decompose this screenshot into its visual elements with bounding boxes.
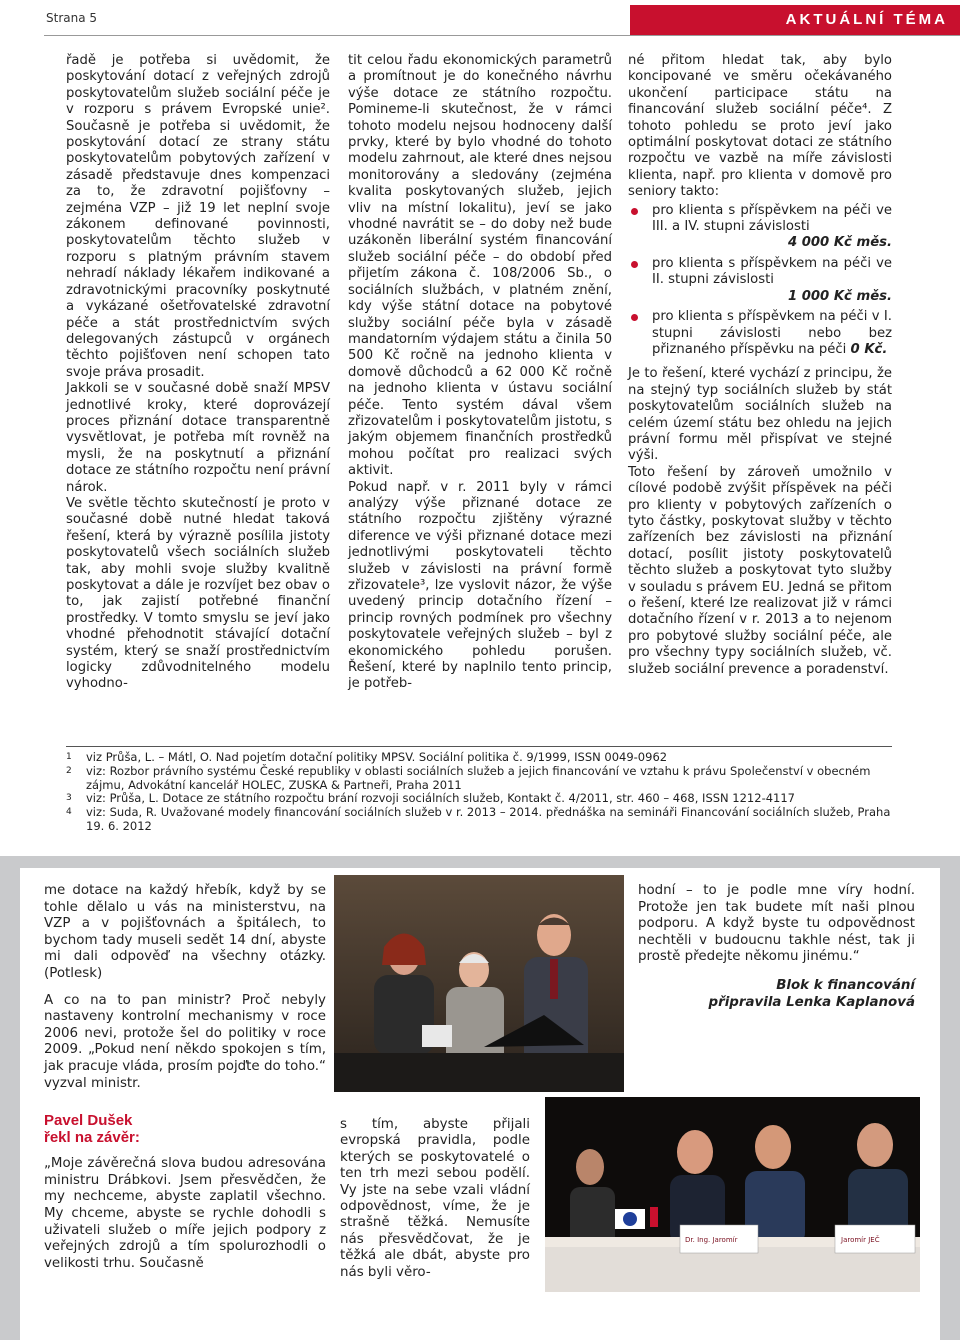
amount: 0 Kč. <box>850 341 888 357</box>
article-column-1 <box>66 53 330 693</box>
conference-photo-1 <box>334 875 624 1092</box>
footnote <box>66 765 892 793</box>
name-card-text: Dr. Ing. Jaromír <box>685 1236 738 1244</box>
paragraph: A co na to pan ministr? Proč nebyly nastaveny kontrolní mechanismy v roce 2006 nevi, protože šel do politiky v roce 2009. „Pokud není někdo spokojen s tím, jak pracuje vláda, prosím pojďte do toho.“ vyzval ministr. <box>44 992 326 1091</box>
bullet-list <box>628 203 892 359</box>
section-banner: AKTUÁLNÍ TÉMA <box>630 5 960 35</box>
footnote-number: 3 <box>66 793 72 804</box>
subheading: Pavel Dušek řekl na závěr: <box>44 1112 140 1147</box>
footnote <box>66 806 892 834</box>
footnote-text: viz: Suda, R. Uvažované modely financování sociálních služeb v r. 2013 – 2014. přednáška na semináři Financování sociálních služeb, Praha 19. 6. 2012 <box>86 805 891 833</box>
page-number: Strana 5 <box>46 11 98 25</box>
footnote-number: 1 <box>66 752 72 762</box>
list-item <box>628 256 892 305</box>
conference-photo-2 <box>545 1097 920 1292</box>
bottom-column-1 <box>44 883 326 1282</box>
article-column-2 <box>348 53 612 693</box>
paragraph: s tím, abyste přijali evropská pravidla, podle kterých se poskytovatelé o ten trh mezi sebou podělí. Vy jste na sebe vzali vládní odpovědnost, víme, že je strašně těžká. Nemusíte nás přesvědčovat, že je těžká ale dbát, abyste pro nás byli věro- <box>340 1117 530 1280</box>
paragraph: Pokud např. v r. 2011 byly v rámci analýzy výše přiznané dotace ze státního rozpočtu zjištěny výrazné diference ve výši přiznané dotace mezi jednotlivými poskytovateli těchto služeb v závislosti na právní formě zřizovatele³, lze vyslovit názor, že výše uvedený princip dotačního řízení – princip rovných podmínek pro všechny poskytovatele veřejných služeb – byl z ekonomického pohledu porušen. Řešení, které by naplnilo tento princip, je potřeb- <box>348 479 612 692</box>
footnotes <box>66 751 892 834</box>
footnote <box>66 751 892 765</box>
amount: 4 000 Kč měs. <box>787 235 892 251</box>
article-column-3 <box>628 53 892 678</box>
list-item <box>628 309 892 358</box>
list-item <box>628 203 892 252</box>
list-item-text: pro klienta s příspěvkem na péči ve III. a IV. stupni závislosti <box>652 202 892 235</box>
paragraph: tit celou řadu ekonomických parametrů a promítnout je do konečného návrhu výše dotace ze státního rozpočtu. Pomineme-li skutečnost, že v rámci tohoto modelu nejsou hodnoceny další prvky, které by bylo vhodné do tohoto modelu zahrnout, ale které dnes nejsou monitorovány a sledovány (zejména kvalita poskytovaných služeb, jejich vliv na místní lokalitu), jeví se jako vhodné navrátit se – do doby než bude uzákoněn liberální systém financování služeb sociální péče – do období před přijetím zákona č. 108/2006 Sb., o sociálních službách, v platném znění, kdy výše státní dotace na pobytové služby sociální péče byla v zásadě mandatorním výdajem státu a činila 50 500 Kč ročně na jednoho klienta v domově důchodců a 62 000 Kč ročně na jednoho klienta v ústavu sociální péče. Tento systém dával všem zřizovatelům i poskytovatelům jistotu, s jakým objemem finančních prostředků mohou počítat pro realizaci svých aktivit. <box>348 53 612 479</box>
paragraph: Ve světle těchto skutečností je proto v současné době nutné hledat taková řešení, která by výrazně posílila jistoty poskytovatelů všech sociálních služeb tak, aby mohli svoje služby kvalitně poskytovat a dále je rozvíjet bez obav o to, jak zajistí potřebné finanční prostředky. V tomto smyslu se jeví jako vhodné přehodnotit stávající dotační systém, který se snaží prostřednictvím logicky zdůvodnitelného modelu vyhodno- <box>66 495 330 692</box>
name-card-text: Jaromír JEČ <box>841 1236 880 1244</box>
paragraph: „Moje závěrečná slova budou adresována ministru Drábkovi. Jsem přesvědčen, že my nechceme, abyste zaplatil všechno. My chceme, abyste se rychle dohodli s uživateli služeb o míře jejich podpory z veřejných zdrojů a tím spolurozhodli o velikosti trhu. Současně <box>44 1156 326 1271</box>
paragraph: Jakkoli se v současné době snaží MPSV jednotlivé kroky, které doprovázejí proces přiznání dotace transparentně vysvětlovat, je potřeba mít rovněž na mysli, že na poskytnutí a přiznání dotace ze státního rozpočtu není právní nárok. <box>66 381 330 495</box>
header-rule <box>44 35 960 36</box>
paragraph: Toto řešení by zároveň umožnilo v cílové podobě zvýšit příspěvek na péči pro klienty v pobytových zařízeních o tyto částky, poskytovat služby v těchto zařízeních bez závislosti na přiznání dotací, posílit jistoty poskytovatelů těchto služeb a poskytovat tyto služby v souladu s právem EU. Jedná se přitom o řešení, které lze realizovat již v rámci dotačního řízení v r. 2013 a to nejenom pro pobytové služby sociální péče, ale pro všechny typy sociálních služeb, vč. služeb sociální prevence a poradenství. <box>628 464 892 677</box>
footnote-rule <box>66 746 892 747</box>
paragraph: řadě je potřeba si uvědomit, že poskytování dotací z veřejných zdrojů poskytovatelům služeb sociální péče je v rozporu s právem Evropské unie². Současně je potřeba si uvědomit, že poskytování dotací ze strany státu poskytovatelům pobytových zařízení v zásadě představuje dnes kompenzaci za to, že zdravotní pojišťovny – zejména VZP – již 19 let neplní svoje zákonem definované povinnosti, poskytovatelům těchto služeb v rozporu s platným právním stavem nehradí náklady lékařem indikované a zdravotnickými pracovníky poskytnuté a vykázané ošetřovatelské zdravotní péče a stát prostřednictvím svých delegovaných zástupců v orgánech těchto pojišťoven není schopen tato svoje práva prosadit. <box>66 53 330 380</box>
list-item-text: pro klienta s příspěvkem na péči ve II. stupni závislosti <box>652 255 892 288</box>
footnote-text: viz: Průša, L. Dotace ze státního rozpočtu brání rozvoji sociálních služeb, Kontakt č. 4/2011, str. 460 – 468, ISSN 1212-4117 <box>86 791 795 806</box>
footnote-text: viz Průša, L. – Mátl, O. Nad pojetím dotační politiky MPSV. Sociální politika č. 9/1999, ISSN 0049-0962 <box>86 750 668 764</box>
footnote-number: 2 <box>66 765 72 776</box>
bottom-column-3 <box>638 883 915 1011</box>
amount: 1 000 Kč měs. <box>787 288 892 304</box>
bottom-column-2 <box>340 1117 530 1281</box>
footnote-number: 4 <box>66 807 72 818</box>
footnote-text: viz: Rozbor právního systému České republiky v oblasti sociálních služeb a jejich financování ve vztahu k právu Společenství v obecném zájmu, Advokátní kancelář HOLEC, ZUSKA & Partneři, Praha 2011 <box>86 763 871 792</box>
author-credit: Blok k financování připravila Lenka Kaplanová <box>708 977 915 1010</box>
paragraph: hodní – to je podle mne víry hodní. Protože jen tak budete mít naši plnou podporu. A když byste tu odpovědnost nechtěli v budoucnu takhle nést, tak ji prostě předejte někomu jinému.“ <box>638 883 915 965</box>
footnote <box>66 792 892 806</box>
paragraph: Je to řešení, které vychází z principu, že na stejný typ sociálních služeb by stát poskytovatelům sociálních služeb na celém území státu bez ohledu na jejich právní formu měl přispívat ve stejné výši. <box>628 366 892 464</box>
list-item-text: pro klienta s příspěvkem na péči v I. stupni závislosti nebo bez přiznaného příspěvku na péči <box>652 309 892 357</box>
paragraph: me dotace na každý hřebík, když by se tohle dělalo u vás na ministerstvu, na VZP a v pojišťovnách a špitálech, to bychom tady museli sedět 14 dní, abyste mi dali odpověď na všechny otázky. (Potlesk) <box>44 883 326 981</box>
paragraph: né přitom hledat tak, aby bylo koncipované ve směru očekávaného ukončení participace státu na financování služeb sociální péče⁴. Z tohoto pohledu se proto jeví jako optimální poskytovat dotaci ze státního rozpočtu ve vazbě na míře závislosti klienta, např. pro klienta v domově pro seniory takto: <box>628 53 892 200</box>
